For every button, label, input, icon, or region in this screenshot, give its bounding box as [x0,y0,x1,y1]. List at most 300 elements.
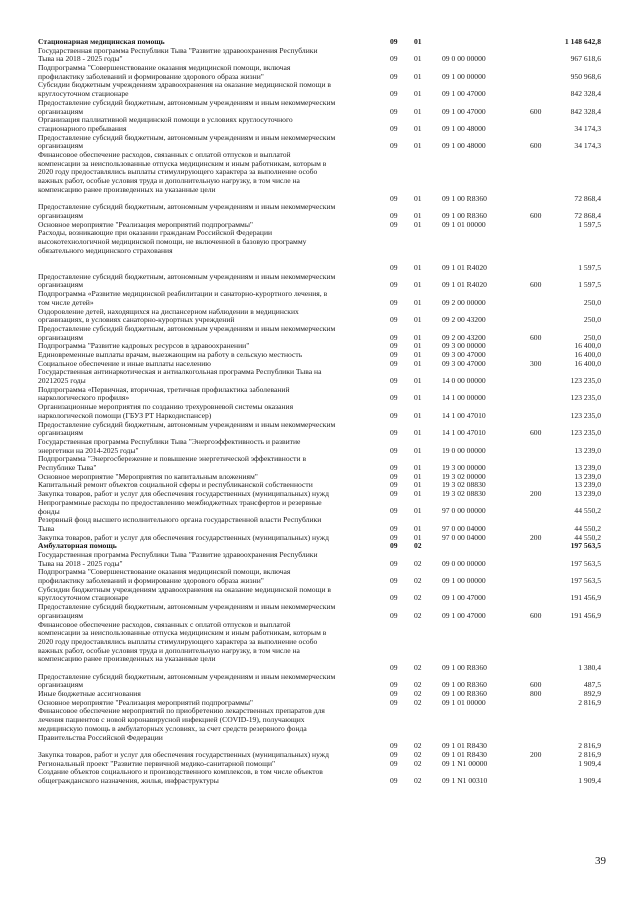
amount-value: 250,0 [583,297,601,307]
row-name-line: Государственная программа Республики Тыва "Развитие здравоохранения Республики [38,45,318,55]
section-code: 09 [390,558,398,568]
amount-value: 197 563,5 [570,558,601,568]
section-code: 09 [390,37,398,46]
row-name-line: Организация паллиативной медицинской помощи в условиях круглосуточного [38,115,293,125]
subsection-code: 01 [414,54,422,64]
section-code: 09 [390,54,398,64]
row-name [38,516,378,533]
amount-value: 892,9 [583,689,601,699]
subsection-code: 02 [414,776,422,786]
table-row [0,134,640,151]
table-row [0,438,640,455]
section-code: 09 [390,532,398,542]
row-name-line: медицинскую помощь в амбулаторных условиях, за счет средств резервного фонда [38,723,307,733]
subsection-code: 01 [414,506,422,516]
target-item-code: 09 3 00 47000 [442,350,486,360]
subsection-code: 02 [414,663,422,673]
row-name-line: профилактику заболеваний и формирование здорового образа жизни" [38,576,264,586]
subsection-code: 02 [414,680,422,690]
section-code: 09 [390,393,398,403]
subsection-code: 01 [414,341,422,351]
subsection-code: 01 [414,89,422,99]
table-row [0,64,640,81]
target-item-code: 09 2 00 00000 [442,297,486,307]
target-item-code: 09 1 00 R8360 [442,663,487,673]
amount-value: 1 597,5 [578,219,601,229]
row-name-line: Подпрограмма "Совершенствование оказания медицинской помощи, включая [38,567,291,577]
target-item-code: 19 3 02 08830 [442,489,486,499]
section-code: 09 [390,263,398,273]
row-name-line: том числе детей» [38,297,94,307]
target-item-code: 14 1 00 47010 [442,428,486,438]
amount-value: 967 618,6 [570,54,601,64]
target-item-code: 09 1 00 R8360 [442,689,487,699]
subsection-code: 01 [414,263,422,273]
row-name-line: Предоставление субсидий бюджетным, автономным учреждениям и иным некоммерческим [38,202,336,212]
row-name [38,386,378,403]
row-name-line: наркологической помощи (ГБУЗ РТ Наркодиспансер) [38,410,212,420]
row-name [38,621,378,665]
amount-value: 34 174,3 [574,123,601,133]
subsection-code: 01 [414,280,422,290]
subsection-code: 02 [414,558,422,568]
row-name-line: Предоставление субсидий бюджетным, автономным учреждениям и иным некоммерческим [38,271,336,281]
amount-value: 842 328,4 [570,106,601,116]
amount-value: 1 909,4 [578,776,601,786]
row-name-line: Капитальный ремонт объектов социальной сферы и республиканской собственности [38,480,313,490]
subsection-code: 01 [414,106,422,116]
row-name-line: компенсацию ранее произведенных на указанные цели [38,184,216,194]
row-name-line: Социальное обеспечение и иные выплаты населению [38,358,211,368]
subsection-code: 02 [414,758,422,768]
target-item-code: 09 3 00 47000 [442,358,486,368]
target-item-code: 09 1 00 R8360 [442,193,487,203]
subsection-code: 02 [414,593,422,603]
section-code: 09 [390,219,398,229]
amount-value: 13 239,0 [574,445,601,455]
subsection-code: 01 [414,480,422,490]
amount-value: 44 550,2 [574,523,601,533]
row-name-line: Непрограммные расходы по предоставлению межбюджетных трансфертов и резервные [38,497,322,507]
row-name-line: важных работ, особые условия труда и дополнительную нагрузку, в том числе на [38,645,300,655]
expense-type-code: 200 [530,749,542,759]
row-name-line: Закупка товаров, работ и услуг для обеспечения государственных (муниципальных) нужд [38,489,329,499]
subsection-code: 02 [414,741,422,751]
amount-value: 2 816,9 [578,697,601,707]
target-item-code: 09 3 00 00000 [442,341,486,351]
section-code: 09 [390,523,398,533]
row-name-line: организациям [38,332,84,342]
amount-value: 487,5 [583,680,601,690]
row-name-line: энергетики на 2014-2025 годы" [38,445,139,455]
subsection-code: 02 [414,541,422,551]
subsection-code: 01 [414,523,422,533]
section-code: 09 [390,776,398,786]
expense-type-code: 200 [530,489,542,499]
table-row [0,455,640,472]
amount-value: 13 239,0 [574,480,601,490]
row-name-line: круглосуточном стационаре [38,593,129,603]
subsection-code: 01 [414,463,422,473]
row-name [38,551,378,568]
section-code: 09 [390,71,398,81]
expense-type-code: 600 [530,428,542,438]
amount-value: 250,0 [583,315,601,325]
section-code: 09 [390,697,398,707]
amount-value: 13 239,0 [574,463,601,473]
target-item-code: 09 1 00 48000 [442,123,486,133]
section-code: 09 [390,463,398,473]
subsection-code: 01 [414,376,422,386]
row-name-line: Предоставление субсидий бюджетным, автономным учреждениям и иным некоммерческим [38,671,336,681]
amount-value: 16 400,0 [574,358,601,368]
row-name-line: Предоставление субсидий бюджетным, автономным учреждениям и иным некоммерческим [38,132,336,142]
table-row [0,325,640,334]
target-item-code: 19 3 02 00000 [442,471,486,481]
row-name-line: организациям [38,280,84,290]
subsection-code: 01 [414,141,422,151]
row-name [38,290,378,307]
row-name-line: Оздоровление детей, находящихся на диспансерном наблюдении в медицинских [38,306,299,316]
target-item-code: 09 1 00 00000 [442,576,486,586]
table-row [0,499,640,516]
subsection-code: 02 [414,610,422,620]
section-code: 09 [390,506,398,516]
section-code: 09 [390,593,398,603]
row-name-line: компенсации за неиспользованные отпуска медицинским и иным работникам, которым в [38,628,327,638]
row-name-line: высокотехнологичной медицинской помощи, не включенной в базовую программу [38,236,307,246]
row-name-line: Государственная программа Республики Тыва "Развитие здравоохранения Республики [38,549,318,559]
amount-value: 72 868,4 [574,210,601,220]
row-name-line: организациям [38,210,84,220]
section-code: 09 [390,89,398,99]
expense-type-code: 600 [530,280,542,290]
row-name-line: Организационные мероприятия по созданию трехуровневой системы оказания [38,402,294,412]
row-name [38,499,378,516]
table-row [0,568,640,585]
subsection-code: 01 [414,123,422,133]
subsection-code: 01 [414,393,422,403]
section-code: 09 [390,689,398,699]
amount-value: 123 235,0 [570,376,601,386]
section-code: 09 [390,141,398,151]
table-row [0,203,640,212]
row-name-line: Основное мероприятие "Мероприятия по капитальным вложениям" [38,471,258,481]
target-item-code: 14 0 00 00000 [442,376,486,386]
section-code: 09 [390,350,398,360]
section-code: 09 [390,741,398,751]
target-item-code: 09 1 00 47000 [442,593,486,603]
expense-type-code: 600 [530,210,542,220]
section-code: 09 [390,480,398,490]
target-item-code: 09 1 00 47000 [442,89,486,99]
row-name [38,568,378,585]
section-code: 09 [390,610,398,620]
subsection-code: 02 [414,576,422,586]
target-item-code: 09 2 00 43200 [442,332,486,342]
table-row [0,273,640,290]
row-name-line: наркологического профиля» [38,393,130,403]
table-row [0,586,640,603]
row-name-line: Республике Тыва" [38,463,97,473]
row-name-line: Предоставление субсидий бюджетным, автономным учреждениям и иным некоммерческим [38,97,336,107]
amount-value: 123 235,0 [570,410,601,420]
section-code: 09 [390,445,398,455]
section-code: 09 [390,576,398,586]
table-row [0,81,640,98]
target-item-code: 97 0 00 04000 [442,532,486,542]
section-code: 09 [390,315,398,325]
amount-value: 16 400,0 [574,341,601,351]
table-row [0,603,640,620]
row-name-line: фонды [38,506,60,516]
section-code: 09 [390,210,398,220]
table-row [0,308,640,325]
subsection-code: 01 [414,315,422,325]
section-code: 09 [390,341,398,351]
row-name-line: профилактику заболеваний и формирование здорового образа жизни" [38,71,264,81]
target-item-code: 09 1 01 R8430 [442,741,487,751]
target-item-code: 09 1 01 R4020 [442,280,487,290]
row-name [38,273,378,290]
row-name-line: 20212025 годы [38,376,86,386]
subsection-code: 01 [414,37,422,46]
table-row [0,551,640,568]
row-name [38,438,378,455]
amount-value: 1 380,4 [578,663,601,673]
row-name-line: Подпрограмма "Совершенствование оказания медицинской помощи, включая [38,63,291,73]
target-item-code: 09 2 00 43200 [442,315,486,325]
target-item-code: 09 1 00 48000 [442,141,486,151]
amount-value: 44 550,2 [574,532,601,542]
table-row [0,707,640,751]
amount-value: 72 868,4 [574,193,601,203]
amount-value: 1 597,5 [578,280,601,290]
subsection-code: 01 [414,219,422,229]
amount-value: 1 909,4 [578,758,601,768]
expense-type-code: 200 [530,532,542,542]
row-name-line: Государственная антинаркотическая и антиалкогольная программа Республики Тыва на [38,367,322,377]
row-name-line: компенсации за неиспользованные отпуска медицинским и иным работникам, которым в [38,158,327,168]
row-name [38,64,378,81]
section-code: 09 [390,193,398,203]
amount-value: 1 148 642,8 [564,37,601,46]
row-name [38,673,378,682]
amount-value: 16 400,0 [574,350,601,360]
row-name-line: лечения пациентов с новой коронавирусной инфекцией (COVID-19), получающих [38,715,305,725]
section-code: 09 [390,428,398,438]
table-row [0,516,640,533]
row-name-line: Стационарная медицинская помощь [38,37,165,46]
row-name-line: Тыва [38,523,55,533]
section-code: 09 [390,376,398,386]
row-name [38,421,378,438]
row-name [38,151,378,195]
row-name [38,768,378,785]
row-name-line: организациях, в условиях санаторно-курортных учреждений [38,315,235,325]
row-name [38,368,378,385]
row-name-line: компенсацию ранее произведенных на указанные цели [38,654,216,664]
row-name-line: Закупка товаров, работ и услуг для обеспечения государственных (муниципальных) нужд [38,532,329,542]
subsection-code: 01 [414,410,422,420]
amount-value: 2 816,9 [578,741,601,751]
section-code: 09 [390,106,398,116]
target-item-code: 14 1 00 47010 [442,410,486,420]
row-name-line: Иные бюджетные ассигнования [38,689,141,699]
row-name-line: Тыва на 2018 - 2025 годы" [38,54,123,64]
row-name-line: организациям [38,141,84,151]
subsection-code: 01 [414,350,422,360]
row-name-line: Правительства Российской Федерации [38,732,163,742]
target-item-code: 09 1 01 00000 [442,697,486,707]
amount-value: 1 597,5 [578,263,601,273]
subsection-code: 02 [414,749,422,759]
row-name [38,81,378,98]
expense-type-code: 300 [530,358,542,368]
subsection-code: 02 [414,689,422,699]
table-row [0,403,640,420]
row-name [38,116,378,133]
row-name [38,203,378,212]
target-item-code: 09 1 00 00000 [442,71,486,81]
budget-table [0,38,640,786]
table-row [0,47,640,64]
row-name-line: организациям [38,428,84,438]
amount-value: 950 968,6 [570,71,601,81]
target-item-code: 09 1 00 47000 [442,610,486,620]
row-name-line: организациям [38,610,84,620]
table-row [0,116,640,133]
target-item-code: 09 1 01 R4020 [442,263,487,273]
row-name [38,455,378,472]
subsection-code: 01 [414,332,422,342]
subsection-code: 01 [414,210,422,220]
page-number: 39 [595,855,606,867]
table-row [0,673,640,682]
section-code: 09 [390,749,398,759]
amount-value: 13 239,0 [574,471,601,481]
row-name-line: Предоставление субсидий бюджетным, автономным учреждениям и иным некоммерческим [38,602,336,612]
subsection-code: 01 [414,428,422,438]
row-name-line: 2020 году предоставлялись выплаты стимулирующего характера за выполнение особо [38,167,318,177]
row-name [38,134,378,151]
row-name-line: Региональный проект "Развитие первичной медико-санитарной помощи" [38,758,276,768]
target-item-code: 09 1 00 47000 [442,106,486,116]
target-item-code: 09 1 N1 00000 [442,758,488,768]
section-code: 09 [390,541,398,551]
table-row [0,421,640,438]
row-name [38,325,378,334]
row-name-line: Подпрограмма "Энергосбережение и повышение энергетической эффективности в [38,454,307,464]
target-item-code: 14 1 00 00000 [442,393,486,403]
row-name [38,99,378,116]
row-name-line: Субсидии бюджетным учреждениям здравоохранения на оказание медицинской помощи в [38,80,331,90]
row-name-line: 2020 году предоставлялись выплаты стимулирующего характера за выполнение особо [38,636,318,646]
subsection-code: 01 [414,489,422,499]
expense-type-code: 600 [530,680,542,690]
target-item-code: 09 0 00 00000 [442,558,486,568]
section-code: 09 [390,123,398,133]
row-name-line: обязательного медицинского страхования [38,245,173,255]
subsection-code: 01 [414,532,422,542]
table-row [0,290,640,307]
subsection-code: 01 [414,193,422,203]
row-name [38,603,378,620]
amount-value: 842 328,4 [570,89,601,99]
row-name-line: Тыва на 2018 - 2025 годы" [38,558,123,568]
table-row [0,386,640,403]
amount-value: 123 235,0 [570,393,601,403]
row-name-line: важных работ, особые условия труда и дополнительную нагрузку, в том числе на [38,176,300,186]
target-item-code: 09 1 01 R8430 [442,749,487,759]
target-item-code: 09 1 00 R8360 [442,210,487,220]
row-name [38,47,378,64]
row-name-line: Подпрограмма «Развитие медицинской реабилитации и санаторно-курортного лечения, в [38,289,328,299]
section-code: 09 [390,758,398,768]
amount-value: 44 550,2 [574,506,601,516]
section-code: 09 [390,471,398,481]
subsection-code: 01 [414,297,422,307]
row-name-line: Закупка товаров, работ и услуг для обеспечения государственных (муниципальных) нужд [38,749,329,759]
subsection-code: 01 [414,471,422,481]
amount-value: 13 239,0 [574,489,601,499]
row-name-line: Субсидии бюджетным учреждениям здравоохранения на оказание медицинской помощи в [38,584,331,594]
row-name-line: Единовременные выплаты врачам, выезжающим на работу в сельскую местность [38,350,303,360]
section-code: 09 [390,332,398,342]
row-name [38,403,378,420]
amount-value: 250,0 [583,332,601,342]
table-row [0,229,640,273]
expense-type-code: 800 [530,689,542,699]
section-code: 09 [390,663,398,673]
section-code: 09 [390,297,398,307]
target-item-code: 19 3 02 08830 [442,480,486,490]
amount-value: 2 816,9 [578,749,601,759]
row-name-line: организациям [38,680,84,690]
amount-value: 123 235,0 [570,428,601,438]
row-name-line: Финансовое обеспечение расходов, связанных с оплатой отпусков и выплатой [38,150,291,160]
row-name-line: Государственная программа Республики Тыва "Энергоэффективность и развитие [38,436,301,446]
row-name [38,707,378,742]
table-row [0,99,640,116]
row-name-line: Амбулаторная помощь [38,541,117,551]
amount-value: 191 456,9 [570,593,601,603]
row-name [38,229,378,255]
table-row [0,368,640,385]
target-item-code: 19 3 00 00000 [442,463,486,473]
row-name-line: Подпрограмма "Развитие кадровых ресурсов в здравоохранении" [38,341,250,351]
subsection-code: 02 [414,697,422,707]
amount-value: 34 174,3 [574,141,601,151]
target-item-code: 09 1 N1 00310 [442,776,488,786]
row-name-line: Предоставление субсидий бюджетным, автономным учреждениям и иным некоммерческим [38,419,336,429]
amount-value: 191 456,9 [570,610,601,620]
row-name-line: Основное мероприятие "Реализация мероприятий подпрограммы" [38,697,254,707]
row-name-line: общегражданского назначения, жилья, инфраструктуры [38,776,219,786]
target-item-code: 09 0 00 00000 [442,54,486,64]
section-code: 09 [390,489,398,499]
section-code: 09 [390,358,398,368]
row-name-line: круглосуточном стационаре [38,89,129,99]
expense-type-code: 600 [530,332,542,342]
row-name [38,586,378,603]
amount-value: 197 563,5 [570,576,601,586]
subsection-code: 01 [414,445,422,455]
row-name-line: Предоставление субсидий бюджетным, автономным учреждениям и иным некоммерческим [38,323,336,333]
row-name-line: Расходы, возникающие при оказании гражданам Российской Федерации [38,228,273,238]
expense-type-code: 600 [530,141,542,151]
row-name-line: Резервный фонд высшего исполнительного органа государственной власти Республики [38,515,322,525]
